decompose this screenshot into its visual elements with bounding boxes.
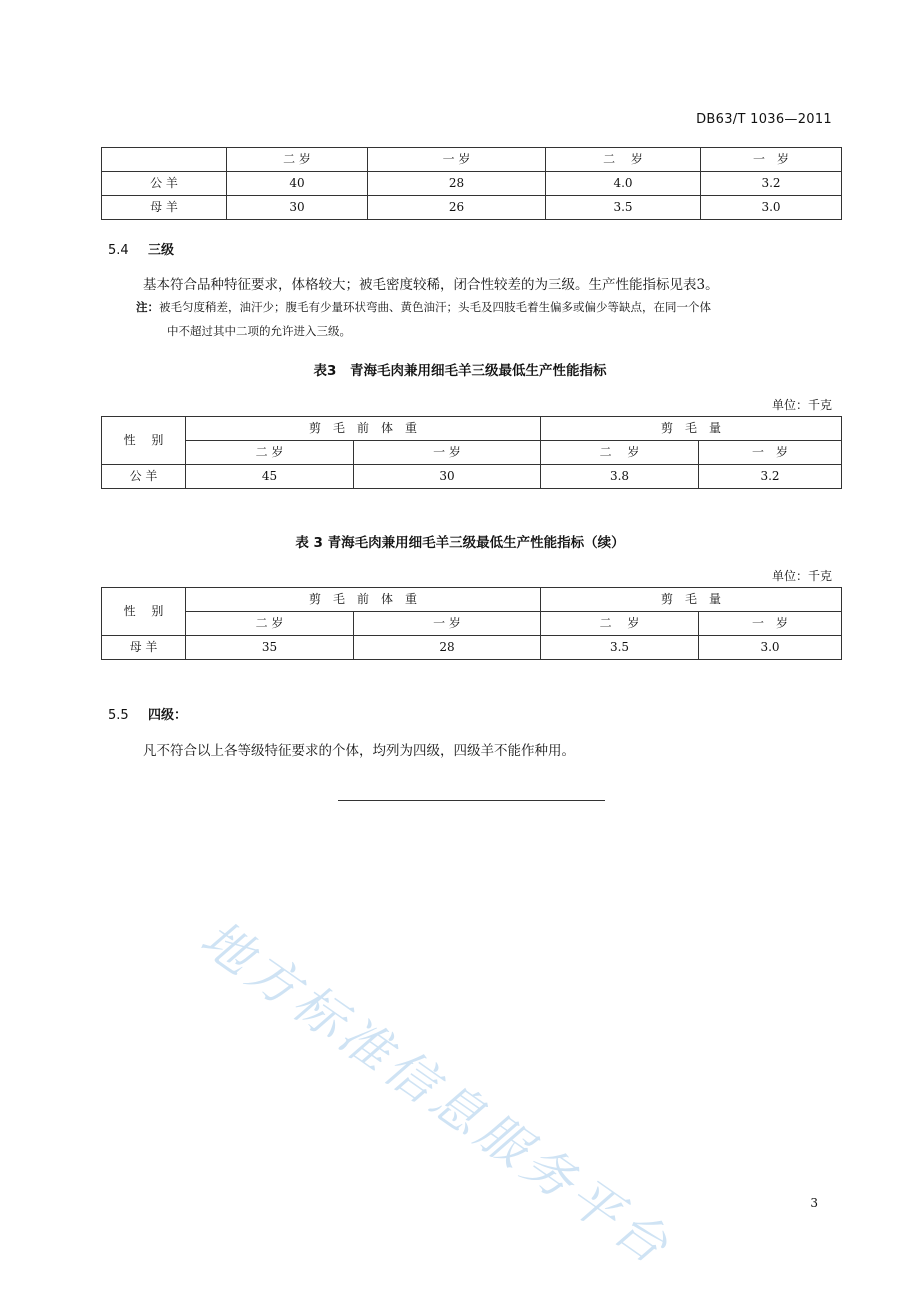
group-header-weight: 剪 毛 前 体 重 [186,588,541,612]
note-line: 被毛匀度稍差，油汗少；腹毛有少量环状弯曲、黄色油汗；头毛及四肢毛着生偏多或偏少等缺点，在同一个体 [159,300,711,314]
table-cell: 40 [227,172,368,196]
table-cell: 35 [186,636,354,660]
table-cell: 26 [368,196,546,220]
table-subheader-row [102,612,842,636]
document-number: DB63/T 1036—2011 [696,112,832,127]
table-cell: 一 岁 [354,612,541,636]
end-rule [338,800,605,801]
group-header-shearing: 剪 毛 量 [541,417,842,441]
table-subheader-row [102,441,842,465]
section-5-4-paragraph: 基本符合品种特征要求，体格较大；被毛密度较稀，闭合性较差的为三级。生产性能指标见表3。 [143,277,719,293]
table-cell: 3.8 [541,465,699,489]
table-header-row [102,588,842,612]
unit-label: 单位：千克 [771,569,832,583]
table-cell [102,148,227,172]
table-cell: 3.5 [546,196,701,220]
table-cell: 一 岁 [699,441,842,465]
table-cell: 二 岁 [227,148,368,172]
table-cell: 28 [368,172,546,196]
table-cell: 45 [186,465,354,489]
section-number: 5.4 [108,243,129,258]
table-row [102,465,842,489]
table-cell: 母 羊 [102,196,227,220]
table-row [102,636,842,660]
table-cell: 二 岁 [541,441,699,465]
section-title: 四级： [148,708,188,723]
gender-header: 性 别 [102,417,186,465]
table-3-rams [101,416,842,489]
table-cell: 一 岁 [354,441,541,465]
table-cell: 一 岁 [699,612,842,636]
table-row [102,196,842,220]
section-heading-5-4 [108,239,174,258]
watermark: 地方标准信息服务平台 [190,909,683,1278]
table-cell: 30 [354,465,541,489]
table-3-caption: 表3 青海毛肉兼用细毛羊三级最低生产性能指标 [313,363,607,379]
note-line: 中不超过其中二项的允许进入三级。 [167,324,351,338]
section-5-5-paragraph: 凡不符合以上各等级特征要求的个体，均列为四级，四级羊不能作种用。 [143,743,575,759]
table-cell: 3.0 [699,636,842,660]
table-header-row [102,148,842,172]
table-cell: 3.0 [701,196,842,220]
gender-header: 性 别 [102,588,186,636]
section-number: 5.5 [108,708,129,723]
table-cell: 二 岁 [186,441,354,465]
group-header-shearing: 剪 毛 量 [541,588,842,612]
table-cell: 一 岁 [368,148,546,172]
table-cell: 二 岁 [186,612,354,636]
table-cell: 二 岁 [546,148,701,172]
section-heading-5-5 [108,704,187,723]
section-title: 三级 [148,243,175,258]
note-block [136,295,711,343]
table-cell: 二 岁 [541,612,699,636]
page-number: 3 [810,1196,818,1210]
table-3-ewes [101,587,842,660]
table-cell: 28 [354,636,541,660]
table-cell: 公 羊 [102,465,186,489]
table-cell: 30 [227,196,368,220]
table-row [102,172,842,196]
table-header-row [102,417,842,441]
table-cell: 母 羊 [102,636,186,660]
table-3-continued-caption: 表 3 青海毛肉兼用细毛羊三级最低生产性能指标（续） [295,535,625,551]
table-cell: 3.2 [699,465,842,489]
table-cell: 3.5 [541,636,699,660]
table-cell: 3.2 [701,172,842,196]
note-label: 注： [136,300,159,314]
table-cell: 4.0 [546,172,701,196]
table-grade-two-continued [101,147,842,220]
table-cell: 公 羊 [102,172,227,196]
unit-label: 单位：千克 [771,398,832,412]
table-cell: 一 岁 [701,148,842,172]
group-header-weight: 剪 毛 前 体 重 [186,417,541,441]
